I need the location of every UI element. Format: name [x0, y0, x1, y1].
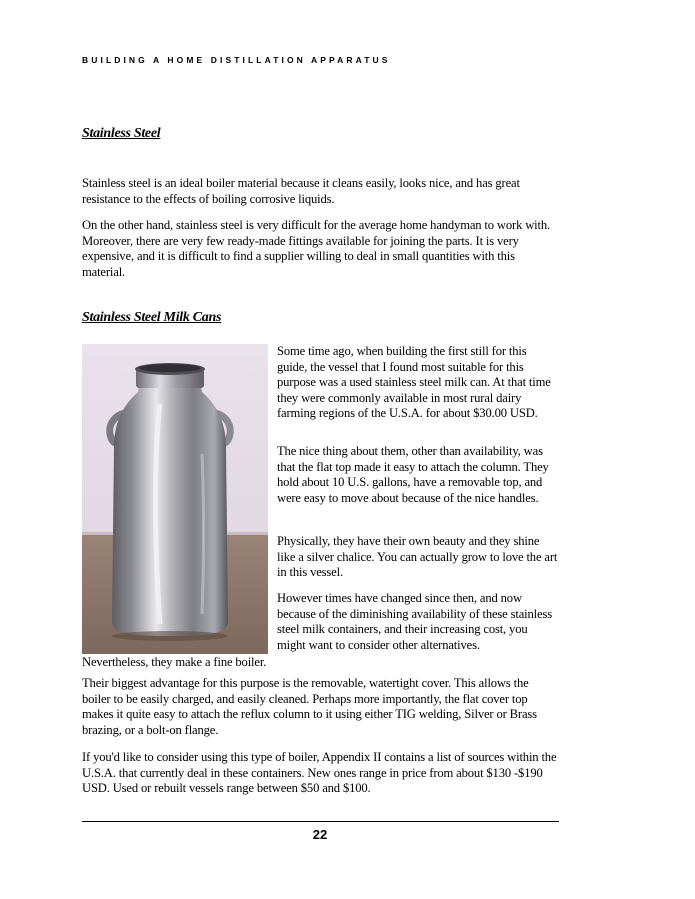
paragraph: If you'd like to consider using this type of boiler, Appendix II contains a list of sources within the U.S.A. that currently deal in these containers. New ones range in price from about $130 -$190 USD. Used or rebuilt vessels range between $50 and $100.	[82, 750, 557, 795]
paragraph: On the other hand, stainless steel is very difficult for the average home handyman to work with. Moreover, there are very few ready-made fittings available for joining the parts. It is very expensive, and it is difficult to find a supplier willing to deal in small quantities with this material.	[82, 218, 551, 279]
milk-can-photo	[82, 344, 268, 654]
paragraph: However times have changed since then, and now because of the diminishing availability of these stainless steel milk containers, and their increasing cost, you might want to consider other alternatives.	[277, 591, 552, 652]
paragraph: Stainless steel is an ideal boiler material because it cleans easily, looks nice, and has great resistance to the effects of boiling corrosive liquids.	[82, 176, 520, 206]
section-heading-milk-cans: Stainless Steel Milk Cans	[82, 310, 222, 325]
section-heading-stainless-steel: Stainless Steel	[82, 126, 161, 141]
paragraph: Some time ago, when building the first still for this guide, the vessel that I found most suitable for this purpose was a used stainless steel milk can. At that time they were commonly available in most rural dairy farming regions of the U.S.A. for about $30.00 USD.	[277, 344, 551, 420]
paragraph: The nice thing about them, other than availability, was that the flat top made it easy to attach the column. They hold about 10 U.S. gallons, have a removable top, and were easy to move about because of the nice handles.	[277, 444, 549, 505]
paragraph: Their biggest advantage for this purpose is the removable, watertight cover. This allows the boiler to be easily charged, and easily cleaned. Perhaps more importantly, the flat cover top makes it quite easy to attach the reflux column to it using either TIG welding, Silver or Brass brazing, or a bolt-on flange.	[82, 676, 537, 737]
page-number: 22	[312, 827, 328, 842]
paragraph: Nevertheless, they make a fine boiler.	[82, 655, 267, 669]
running-header: BUILDING A HOME DISTILLATION APPARATUS	[82, 55, 391, 65]
paragraph: Physically, they have their own beauty and they shine like a silver chalice. You can actually grow to love the art in this vessel.	[277, 534, 558, 579]
footer-rule	[82, 821, 559, 822]
